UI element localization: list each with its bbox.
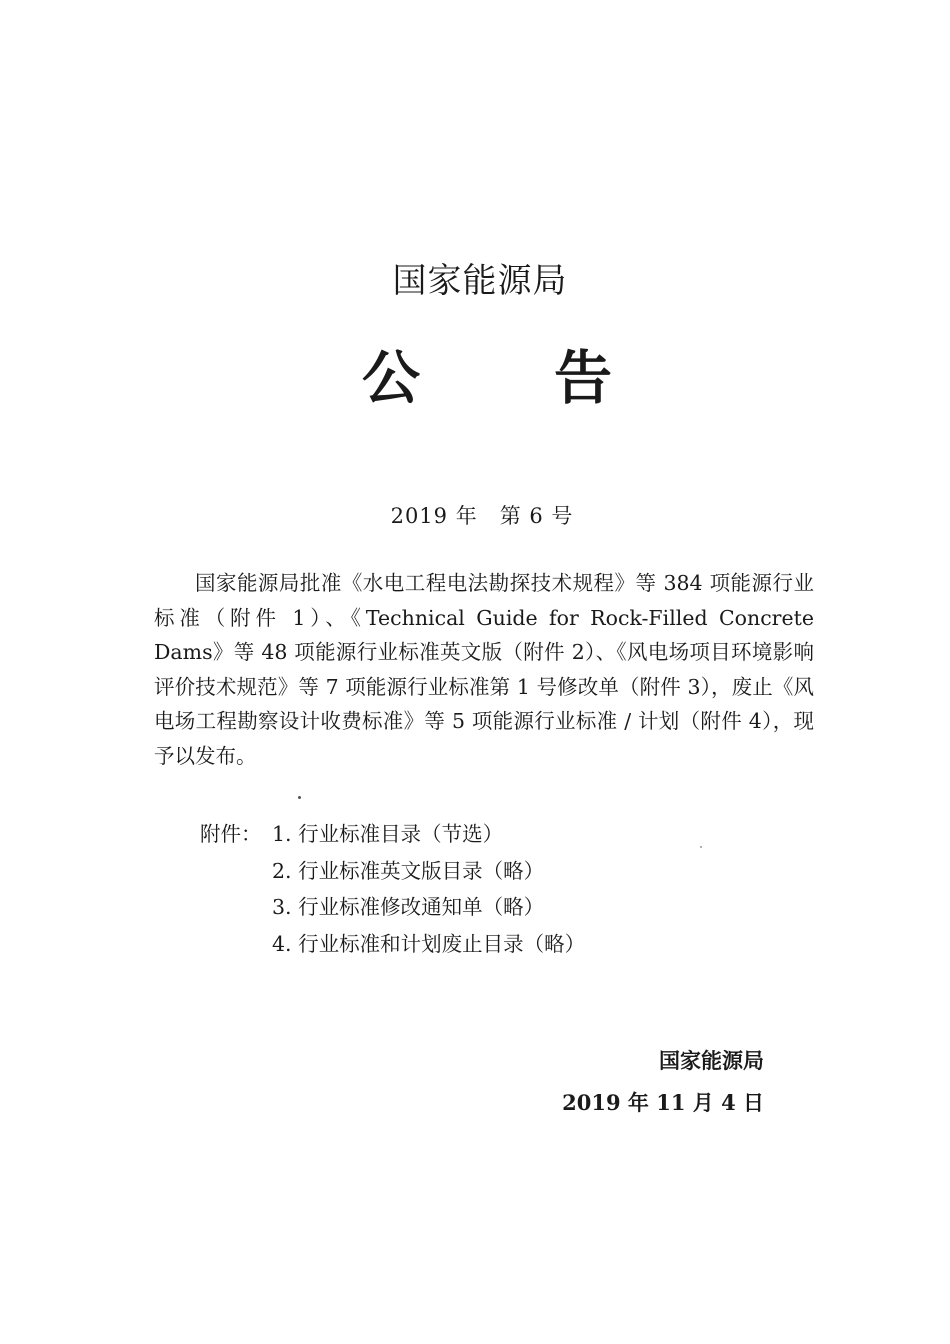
notice-body: 国家能源局批准《水电工程电法勘探技术规程》等 384 项能源行业标准（附件 1）、《Technical Guide for Rock-Filled Concrete Dams》等 48 项能源行业标准英文版（附件 2）、《风电场项目环境影响评价技术规范》等 7 项能源行业标准第 1 号修改单（附件 3），废止《风电场工程勘察设计收费标准》等 5 项能源行业标准 / 计划（附件 4），现予以发布。 xyxy=(154,571,814,768)
attachment-item: 1. 行业标准目录（节选） xyxy=(272,822,504,846)
notice-title xyxy=(362,340,612,416)
attachment-row xyxy=(200,853,760,890)
attachments-list xyxy=(200,816,760,962)
scan-speck xyxy=(298,796,301,799)
attachment-row xyxy=(200,889,760,926)
notice-title-char-1: 公 xyxy=(362,344,421,412)
signature-date: 2019 年 11 月 4 日 xyxy=(562,1090,764,1115)
attachments-label: 附件： xyxy=(200,822,262,846)
attachment-item: 4. 行业标准和计划废止目录（略） xyxy=(272,931,586,956)
agency-title: 国家能源局 xyxy=(392,261,568,301)
attachment-row xyxy=(200,926,760,963)
notice-title-char-2: 告 xyxy=(553,344,612,412)
attachment-item: 2. 行业标准英文版目录（略） xyxy=(272,858,545,883)
scan-speck xyxy=(700,846,702,848)
signature-block xyxy=(540,1040,764,1124)
signature-agency: 国家能源局 xyxy=(659,1048,764,1073)
issue-number: 2019 年 第 6 号 xyxy=(390,504,574,528)
attachment-item: 3. 行业标准修改通知单（略） xyxy=(272,895,545,919)
attachment-row xyxy=(200,816,760,853)
